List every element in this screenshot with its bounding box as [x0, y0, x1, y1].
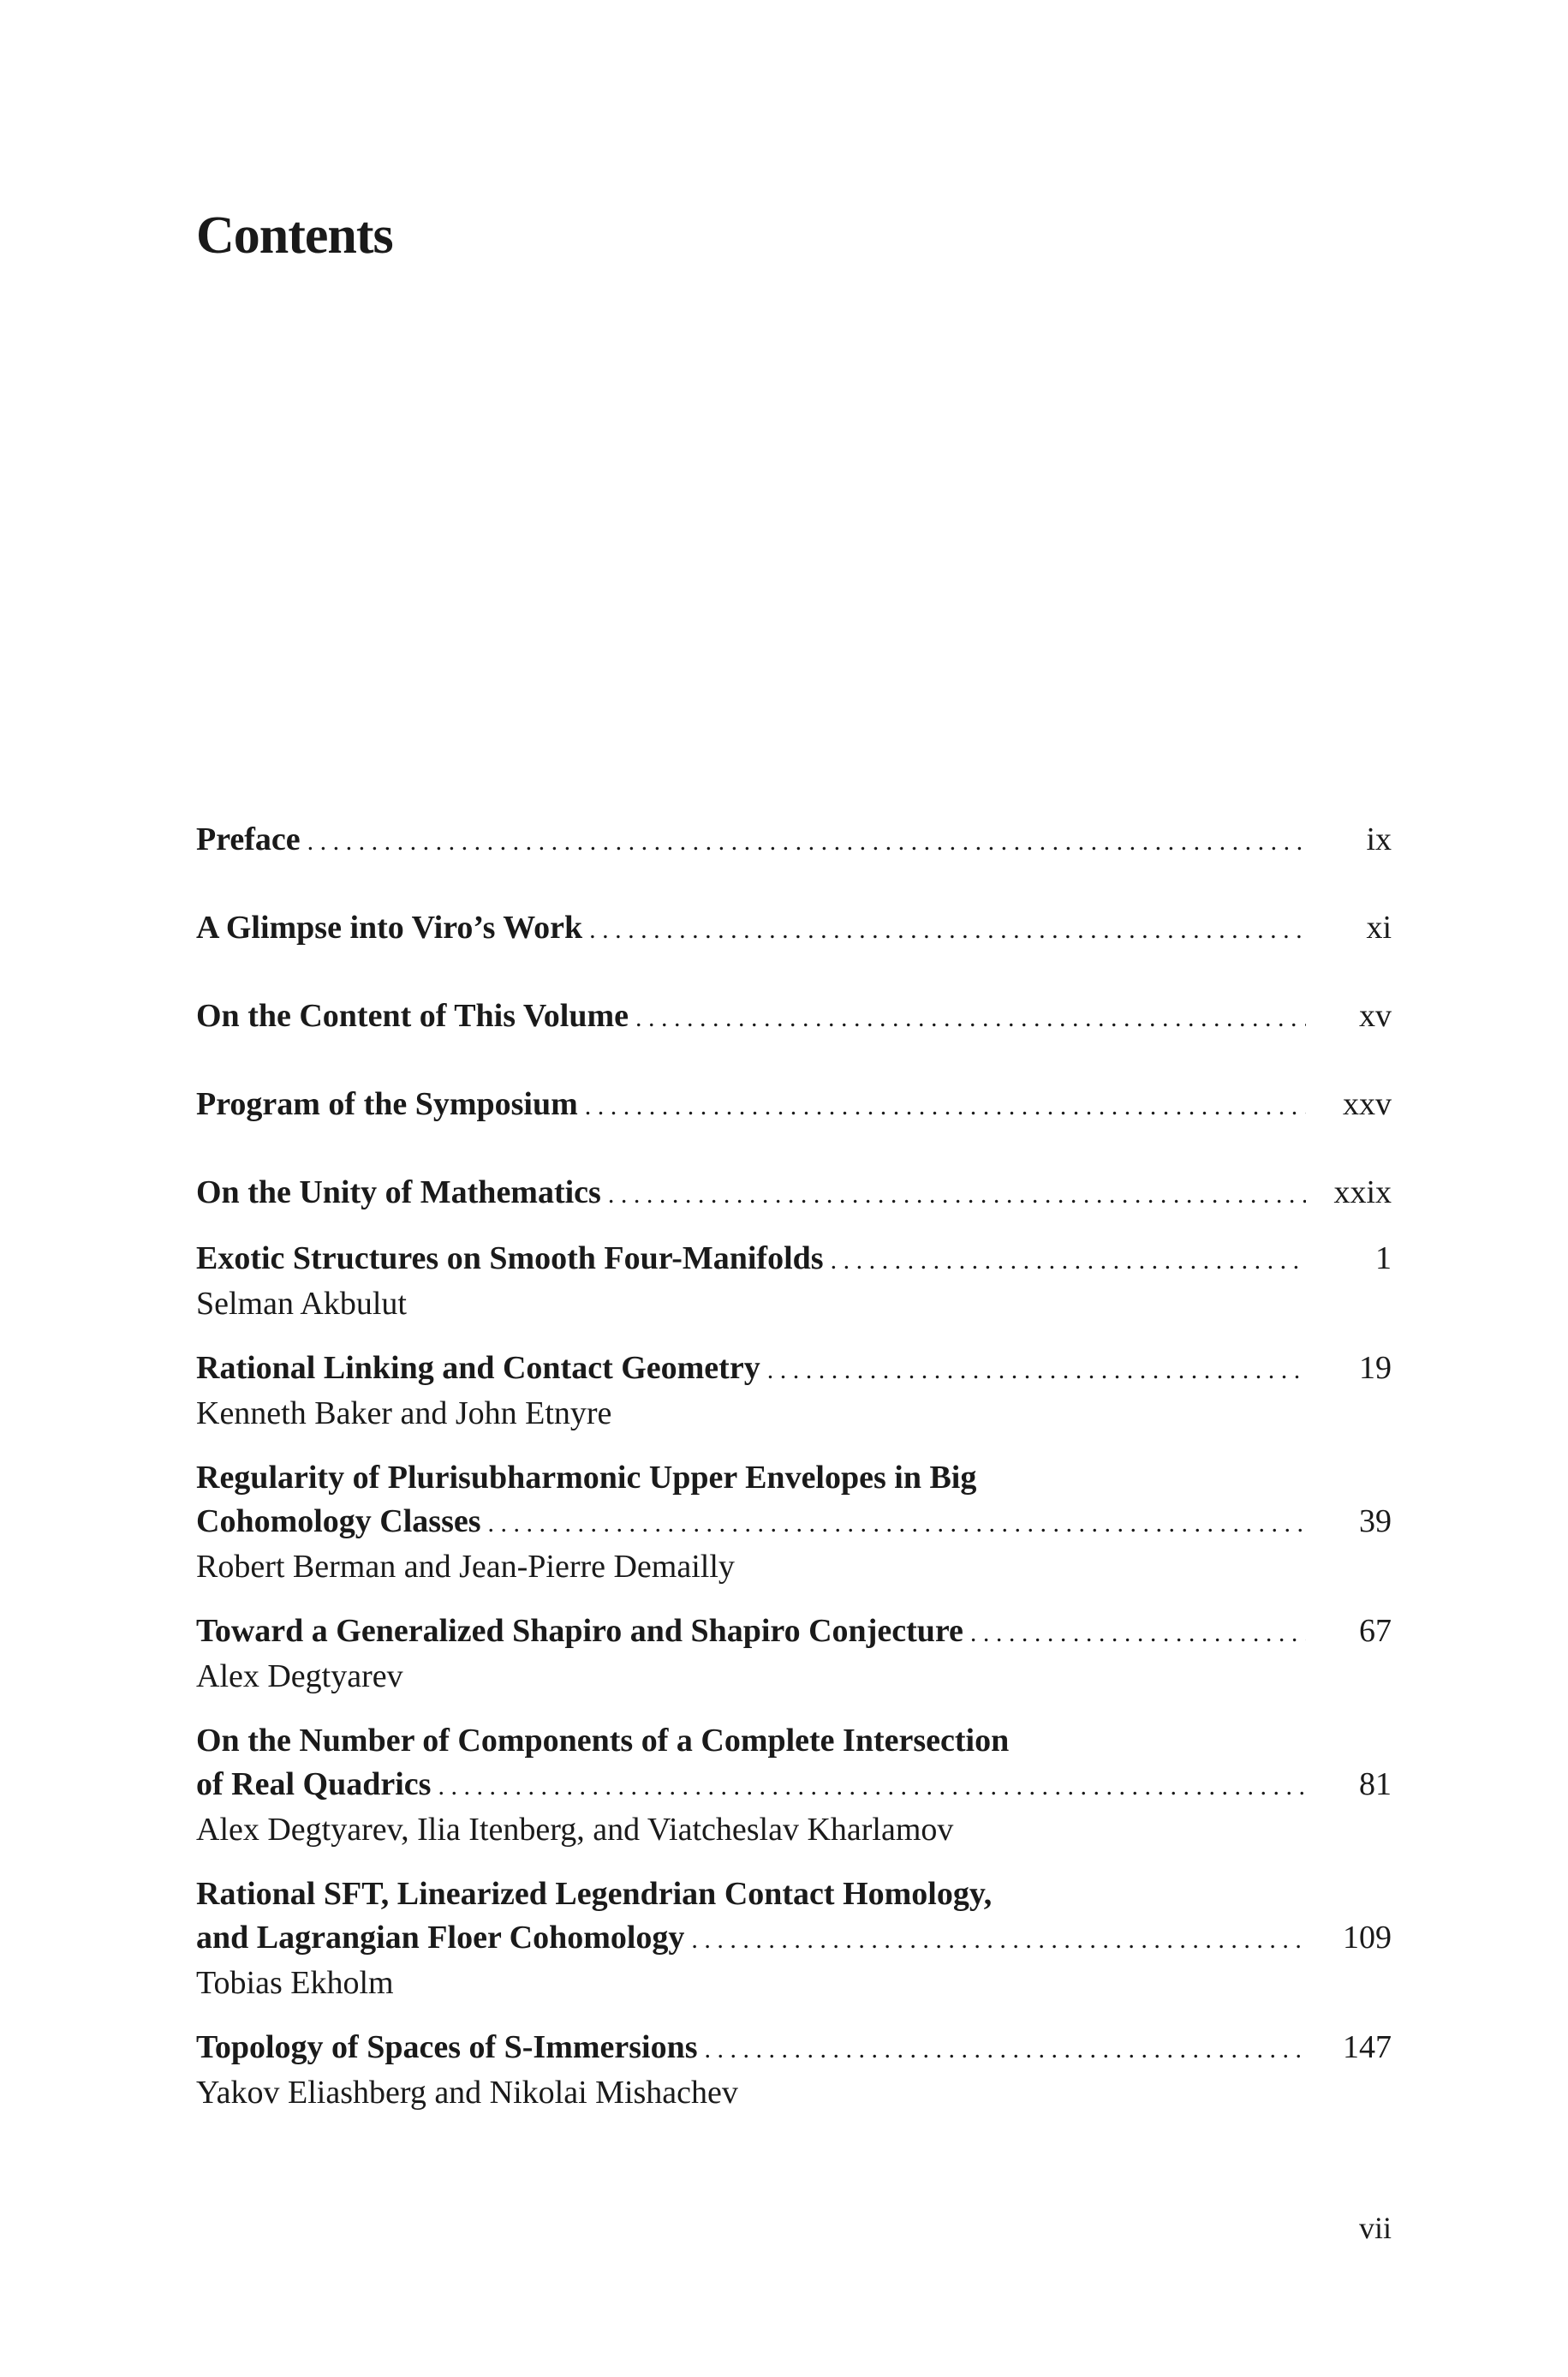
toc-entry-chapter-4[interactable] [196, 1610, 1392, 1699]
dot-leader [601, 1173, 1306, 1216]
dot-leader [629, 996, 1306, 1040]
toc-entry-chapter-1[interactable] [196, 1237, 1392, 1326]
toc-entry-chapter-3[interactable] [196, 1456, 1392, 1589]
toc-page-number: xxix [1333, 1174, 1392, 1210]
dot-leader [578, 1084, 1306, 1128]
toc-entry-glimpse[interactable] [196, 906, 1392, 952]
table-of-contents [196, 818, 1392, 2115]
toc-entry-title: Program of the Symposium [196, 1086, 578, 1122]
toc-entry-title: Rational Linking and Contact Geometry [196, 1350, 760, 1386]
toc-entry-title: Preface [196, 821, 301, 857]
toc-entry-title: On the Number of Components of a Complete Intersection [196, 1723, 1010, 1759]
toc-entry-authors: Selman Akbulut [196, 1286, 407, 1322]
toc-entry-unity[interactable] [196, 1171, 1392, 1216]
toc-page-number: 67 [1359, 1613, 1392, 1649]
dot-leader [698, 2028, 1306, 2071]
toc-page-number: xv [1359, 998, 1392, 1034]
toc-entry-authors: Alex Degtyarev [196, 1658, 403, 1694]
page-number-folio: vii [1358, 2211, 1392, 2245]
toc-entry-title-continued: Cohomology Classes [196, 1503, 481, 1539]
toc-entry-chapter-2[interactable] [196, 1347, 1392, 1436]
toc-page-number: ix [1366, 821, 1392, 857]
toc-entry-chapter-5[interactable] [196, 1719, 1392, 1852]
toc-entry-title: Rational SFT, Linearized Legendrian Contact Homology, [196, 1876, 993, 1912]
toc-entry-chapter-6[interactable] [196, 1872, 1392, 2005]
dot-leader [481, 1502, 1306, 1545]
dot-leader [760, 1348, 1306, 1392]
page-title: Contents [196, 206, 393, 265]
toc-entry-title: A Glimpse into Viro’s Work [196, 910, 583, 946]
dot-leader [301, 820, 1306, 863]
toc-entry-title: On the Content of This Volume [196, 998, 629, 1034]
toc-entry-title: Exotic Structures on Smooth Four-Manifolds [196, 1240, 824, 1276]
toc-page-number: xi [1366, 910, 1392, 946]
dot-leader [582, 908, 1306, 952]
toc-entry-title: Topology of Spaces of S-Immersions [196, 2029, 698, 2065]
toc-page-number: 147 [1343, 2029, 1392, 2065]
toc-entry-authors: Tobias Ekholm [196, 1965, 394, 2001]
toc-page-number: 39 [1359, 1503, 1392, 1539]
toc-entry-title-continued: and Lagrangian Floer Cohomology [196, 1920, 685, 1956]
toc-entry-authors: Robert Berman and Jean-Pierre Demailly [196, 1549, 735, 1585]
dot-leader [684, 1918, 1306, 1962]
toc-entry-title-continued: of Real Quadrics [196, 1766, 432, 1802]
dot-leader [824, 1239, 1306, 1282]
toc-entry-title: Toward a Generalized Shapiro and Shapiro Conjecture [196, 1613, 963, 1649]
toc-entry-authors: Kenneth Baker and John Etnyre [196, 1395, 612, 1431]
toc-entry-content[interactable] [196, 994, 1392, 1040]
toc-page-number: xxv [1343, 1086, 1392, 1122]
toc-entry-chapter-7[interactable] [196, 2026, 1392, 2115]
toc-page-number: 109 [1343, 1920, 1392, 1956]
toc-entry-title: On the Unity of Mathematics [196, 1174, 601, 1210]
toc-entry-title: Regularity of Plurisubharmonic Upper Envelopes in Big [196, 1460, 977, 1496]
toc-entry-authors: Yakov Eliashberg and Nikolai Mishachev [196, 2075, 738, 2111]
dot-leader [963, 1611, 1306, 1655]
toc-page-number: 81 [1359, 1766, 1392, 1802]
dot-leader [431, 1765, 1306, 1808]
toc-entry-program[interactable] [196, 1083, 1392, 1128]
toc-page-number: 1 [1375, 1240, 1392, 1276]
toc-entry-authors: Alex Degtyarev, Ilia Itenberg, and Viatcheslav Kharlamov [196, 1812, 954, 1848]
toc-entry-preface[interactable] [196, 818, 1392, 863]
toc-page-number: 19 [1359, 1350, 1392, 1386]
